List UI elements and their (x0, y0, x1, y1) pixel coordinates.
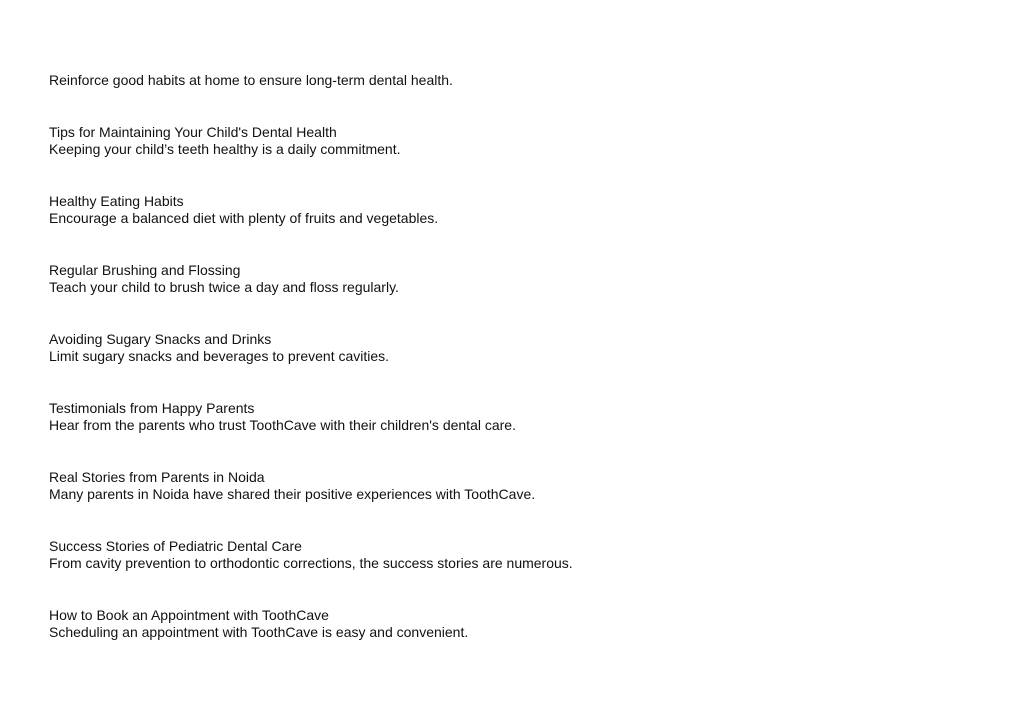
section-text: Keeping your child’s teeth healthy is a daily commitment. (49, 141, 401, 157)
section-success-stories (49, 538, 989, 572)
section-title: Success Stories of Pediatric Dental Care (49, 538, 302, 554)
section-dental-health-tips (49, 124, 989, 158)
document-page (49, 72, 989, 641)
section-title: How to Book an Appointment with ToothCave (49, 607, 329, 623)
section-title: Avoiding Sugary Snacks and Drinks (49, 331, 272, 347)
intro-text: Reinforce good habits at home to ensure long-term dental health. (49, 72, 453, 88)
section-text: Hear from the parents who trust ToothCave with their children's dental care. (49, 417, 516, 433)
section-real-stories (49, 469, 989, 503)
section-text: Teach your child to brush twice a day and floss regularly. (49, 279, 399, 295)
section-text: From cavity prevention to orthodontic corrections, the success stories are numerous. (49, 555, 573, 571)
section-text: Encourage a balanced diet with plenty of fruits and vegetables. (49, 210, 439, 226)
section-text: Scheduling an appointment with ToothCave is easy and convenient. (49, 624, 469, 640)
section-healthy-eating (49, 193, 989, 227)
section-title: Healthy Eating Habits (49, 193, 184, 209)
section-text: Limit sugary snacks and beverages to prevent cavities. (49, 348, 390, 364)
section-title: Testimonials from Happy Parents (49, 400, 255, 416)
section-testimonials (49, 400, 989, 434)
section-book-appointment (49, 607, 989, 641)
section-text: Many parents in Noida have shared their positive experiences with ToothCave. (49, 486, 536, 502)
section-title: Tips for Maintaining Your Child's Dental Health (49, 124, 337, 140)
section-title: Real Stories from Parents in Noida (49, 469, 265, 485)
section-title: Regular Brushing and Flossing (49, 262, 241, 278)
section-brushing-flossing (49, 262, 989, 296)
section-sugary-snacks (49, 331, 989, 365)
